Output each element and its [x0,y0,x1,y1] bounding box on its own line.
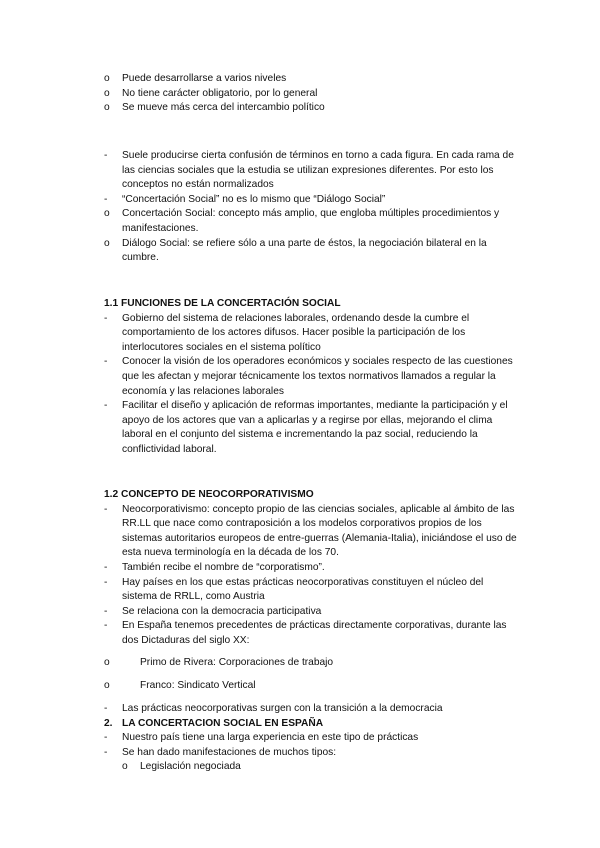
list-item: o Legislación negociada [104,760,518,775]
list-item: o No tiene carácter obligatorio, por lo general [104,87,518,102]
section-heading: 1.1 FUNCIONES DE LA CONCERTACIÓN SOCIAL [104,298,341,309]
top-list [104,72,518,116]
list-item: - Se han dado manifestaciones de muchos tipos: [104,746,518,761]
section-1-2 [104,488,518,649]
list-item: o Diálogo Social: se refiere sólo a una parte de éstos, la negociación bilateral en la cumbre. [104,237,487,264]
list-item: - En España tenemos precedentes de prácticas directamente corporativas, durante las dos Dictaduras del siglo XX: [104,620,507,646]
dash-bullet-icon: - [104,356,108,368]
list-item: o Franco: Sindicato Vertical [104,679,518,694]
list-item: - Hay países en los que estas prácticas neocorporativas constituyen el núcleo del sistema de RRLL, como Austria [104,576,484,603]
circle-bullet-icon: o [104,87,110,99]
dash-bullet-icon: - [104,605,108,617]
list-item: - “Concertación Social” no es lo mismo que “Diálogo Social” [104,193,518,208]
list-item: o Primo de Rivera: Corporaciones de trabajo [104,656,518,671]
section-number: 2. [104,717,113,729]
list-item: - Las prácticas neocorporativas surgen con la transición a la democracia [104,702,518,717]
dictaduras-list [104,656,518,671]
dash-bullet-icon: - [104,503,108,515]
list-item: - Conocer la visión de los operadores económicos y sociales respecto de las cuestiones que les afectan y mejorar técnicamente los textos normativos llamados a regular la economía y las relaciones laborales [104,356,513,397]
dash-bullet-icon: - [104,150,108,161]
section-heading: 1.2 CONCEPTO DE NEOCORPORATIVISMO [104,489,314,500]
circle-bullet-icon: o [104,680,110,691]
dash-bullet-icon: - [104,576,108,588]
list-item: - Suele producirse cierta confusión de términos en torno a cada figura. En cada rama de las ciencias sociales que la estudia se utilizan expresiones diferentes. Por esto los conceptos no están normalizados [104,150,514,191]
list-item: - Gobierno del sistema de relaciones laborales, ordenando desde la cumbre el comportamiento de los actores difusos. Hacer posible la participación de los interlocutores sociales en el sistema político [104,312,470,353]
terms-list [104,149,518,266]
list-item: o Puede desarrollarse a varios niveles [104,72,518,87]
circle-bullet-icon: o [122,761,128,773]
section-heading: 2. LA CONCERTACION SOCIAL EN ESPAÑA [104,717,518,732]
list-item: o Se mueve más cerca del intercambio político [104,101,518,116]
dash-bullet-icon: - [104,732,108,744]
dash-bullet-icon: - [104,193,108,205]
dash-bullet-icon: - [104,703,108,714]
closing-and-section-2 [104,702,518,775]
dictaduras-list-2 [104,679,518,694]
circle-bullet-icon: o [104,208,110,220]
list-item: - Se relaciona con la democracia participativa [104,605,518,620]
list-item: - Neocorporativismo: concepto propio de las ciencias sociales, aplicable al ámbito de las RR.LL que nace como contraposición a los modelos corporativos propios de los sistemas autoritarios europeos de entre-guerras (Alemania-Italia), iniciándose el uso de esta nueva terminología en la década de los 70. [104,503,517,559]
dash-bullet-icon: - [104,561,108,573]
dash-bullet-icon: - [104,400,108,412]
dash-bullet-icon: - [104,746,108,758]
circle-bullet-icon: o [104,657,110,668]
list-item: - Nuestro país tiene una larga experiencia en este tipo de prácticas [104,731,518,746]
circle-bullet-icon: o [104,102,110,114]
section-1-1 [104,297,518,458]
dash-bullet-icon: - [104,312,108,324]
list-item: - Facilitar el diseño y aplicación de reformas importantes, mediante la participación y el apoyo de los actores que van a aplicarlas y a regirse por ellas, mejorando el clima laboral en el conjunto del sistema e incrementando la paz social, reduciendo la conflictividad laboral. [104,400,508,455]
dash-bullet-icon: - [104,620,108,632]
circle-bullet-icon: o [104,237,110,249]
list-item: o Concertación Social: concepto más amplio, que engloba múltiples procedimientos y manifestaciones. [104,208,500,234]
circle-bullet-icon: o [104,73,110,84]
list-item: - También recibe el nombre de “corporatismo”. [104,561,518,576]
